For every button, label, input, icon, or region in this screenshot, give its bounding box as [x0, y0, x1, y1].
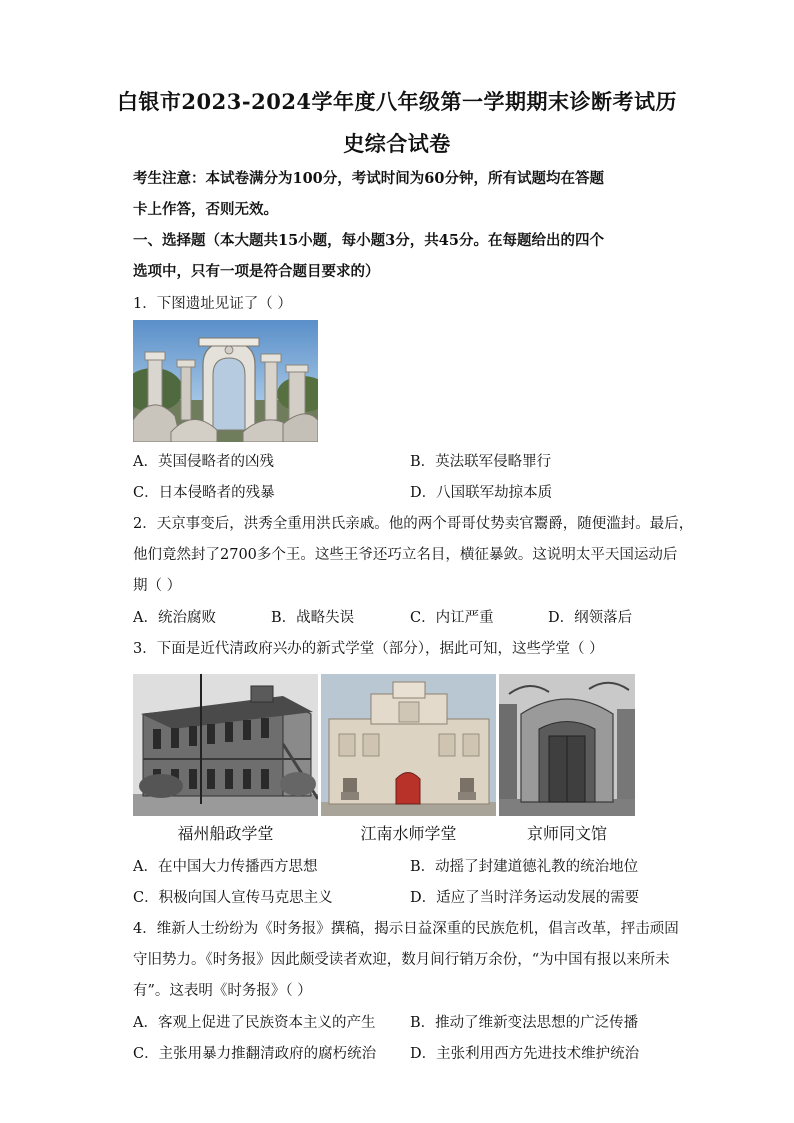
jiangnan-school-photo [321, 674, 496, 816]
section-heading-line-1: 一、选择题（本大题共15小题，每小题3分，共45分。在每题给出的四个 [133, 232, 604, 249]
tongwenguan-gate-illustration [499, 674, 635, 816]
question-2-option-c: C．内讧严重 [410, 610, 494, 626]
caption-jiangnan-school: 江南水师学堂 [360, 824, 457, 843]
question-3-stem: 3．下面是近代清政府兴办的新式学堂（部分），据此可知，这些学堂（ ） [133, 641, 604, 657]
tongwenguan-photo [499, 674, 635, 816]
notice-line-1: 考生注意：本试卷满分为100分，考试时间为60分钟，所有试题均在答题 [133, 170, 604, 187]
question-2-option-b: B．战略失误 [271, 610, 355, 626]
question-3-option-a: A．在中国大力传播西方思想 [133, 859, 318, 875]
question-4-option-c: C．主张用暴力推翻清政府的腐朽统治 [133, 1046, 377, 1062]
fuzhou-building-illustration [133, 674, 318, 816]
question-4-option-d: D．主张利用西方先进技术维护统治 [410, 1046, 640, 1062]
caption-tongwenguan: 京师同文馆 [526, 824, 607, 843]
question-3-option-b: B．动摇了封建道德礼教的统治地位 [410, 859, 639, 875]
question-3-option-d: D．适应了当时洋务运动发展的需要 [410, 890, 640, 906]
question-2-option-a: A．统治腐败 [133, 610, 216, 626]
ruins-illustration [133, 320, 318, 442]
exam-title-line-1: 白银市2023-2024学年度八年级第一学期期末诊断考试历 [116, 89, 678, 114]
question-2-line-3: 期（ ） [133, 578, 182, 594]
jiangnan-building-illustration [321, 674, 496, 816]
exam-title-line-2: 史综合试卷 [343, 131, 451, 156]
question-2-option-d: D．纲领落后 [548, 610, 633, 626]
question-1-option-d: D．八国联军劫掠本质 [410, 485, 553, 501]
question-3-option-c: C．积极向国人宣传马克思主义 [133, 890, 333, 906]
question-4-line-2: 守旧势力。《时务报》因此颇受读者欢迎，数月间行销万余份，“为中国有报以来所未 [133, 952, 670, 968]
question-1-option-a: A．英国侵略者的凶残 [133, 454, 274, 470]
fuzhou-school-photo [133, 674, 318, 816]
question-4-option-a: A．客观上促进了民族资本主义的产生 [133, 1015, 376, 1031]
question-2-line-2: 他们竟然封了2700多个王。这些王爷还巧立名目，横征暴敛。这说明太平天国运动后 [133, 547, 678, 563]
question-4-option-b: B．推动了维新变法思想的广泛传播 [410, 1015, 639, 1031]
question-2-line-1: 2．天京事变后，洪秀全重用洪氏亲戚。他的两个哥哥仗势卖官鬻爵，随便滥封。最后， [133, 516, 694, 532]
question-4-line-3: 有”。这表明《时务报》（ ） [133, 983, 312, 999]
section-heading-line-2: 选项中，只有一项是符合题目要求的） [133, 263, 380, 280]
question-1-option-b: B．英法联军侵略罪行 [410, 454, 552, 470]
caption-fuzhou-school: 福州船政学堂 [177, 824, 274, 843]
question-1-stem: 1．下图遗址见证了（ ） [133, 296, 292, 312]
question-1-option-c: C．日本侵略者的残暴 [133, 485, 275, 501]
notice-line-2: 卡上作答，否则无效。 [133, 201, 278, 218]
question-4-line-1: 4．维新人士纷纷为《时务报》撰稿，揭示日益深重的民族危机，倡言改革，抨击顽固 [133, 921, 679, 937]
ruins-photo [133, 320, 318, 442]
